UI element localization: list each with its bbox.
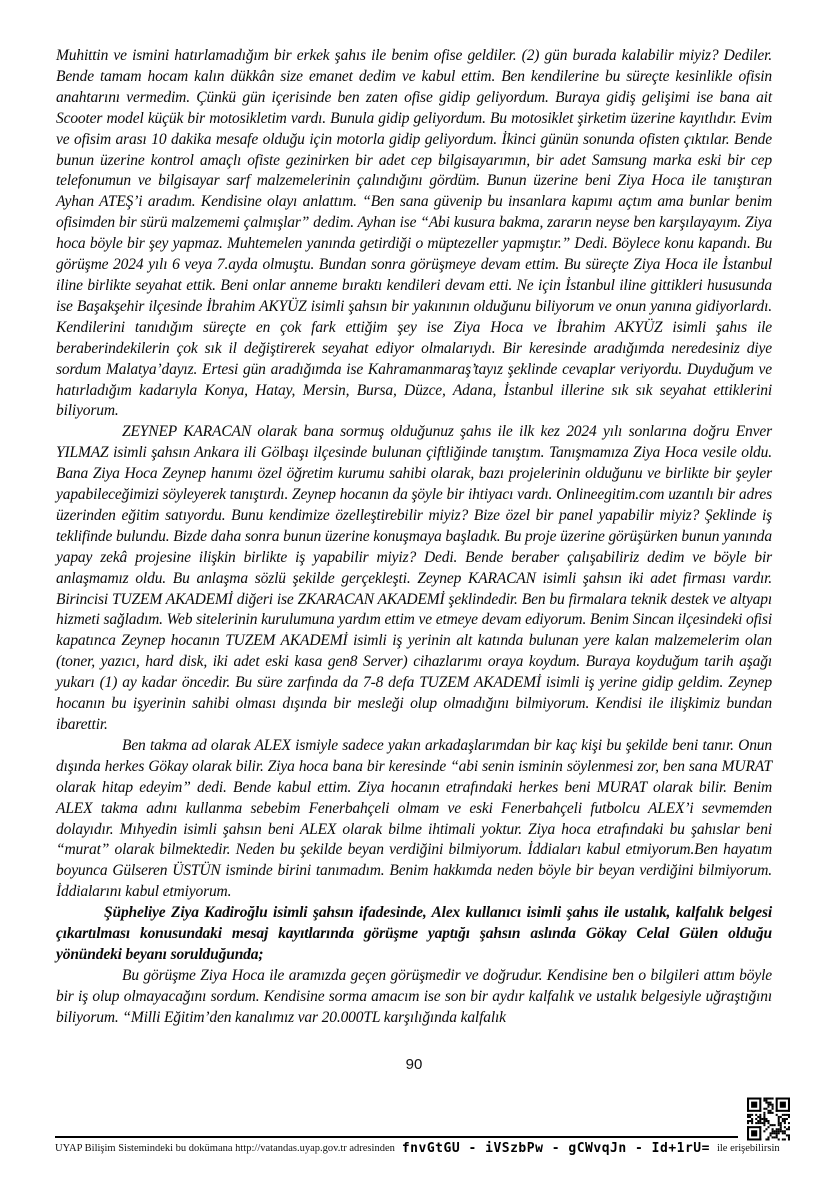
footer-divider	[55, 1136, 738, 1138]
statement-paragraph-3: Ben takma ad olarak ALEX ismiyle sadece yakın arkadaşlarımdan bir kaç kişi bu şekilde beni tanır. Onun dışında herkes Gökay olarak bilir. Ziya hoca bana bir keresinde “abi senin isminin söylenmesi zor, ben sana MURAT olarak hitap edeyim” dedi. Bende kabul ettim. Ziya hocanın etrafındaki herkes beni MURAT olarak bilir. Benim ALEX takma adını kullanma sebebim Fenerbahçeli olmam ve eski Fenerbahçeli futbolcu ALEX’i sevmemden dolayıdır. Mıhyedin isimli şahsın beni ALEX olarak bilme ihtimali yoktur. Ziya hoca etrafındaki bu şahıslar beni “murat” olarak bilmektedir. Neden bu şekilde beyan verdiğini bilmiyorum. İddiaları kabul etmiyorum.Ben hayatım boyunca Gülseren ÜSTÜN isminde birini tanımadım. Benim hakkımda neden böyle bir beyan verdiğini bilmiyorum. İddialarını kabul etmiyorum.	[56, 736, 772, 901]
statement-text-block	[56, 46, 772, 1029]
statement-question-paragraph: Şüpheliye Ziya Kadiroğlu isimli şahsın ifadesinde, Alex kullanıcı isimli şahıs ile ustalık, kalfalık belgesi çıkartılması konusundaki mesaj kayıtlarında görüşme yaptığı şahsın aslında Gökay Celal Gülen olduğu yönündeki beyanı sorulduğunda;	[56, 904, 772, 963]
footer-access-note-suffix: ile erişebilirsin	[716, 1143, 780, 1154]
statement-paragraph-5: Bu görüşme Ziya Hoca ile aramızda geçen görüşmedir ve doğrudur. Kendisine ben o bilgileri attım böyle bir iş olup olmayacağını sordum. Kendisine sorma amacım ise son bir aydır kalfalık ve ustalık belgesiyle uğraştığını biliyorum. “Milli Eğitim’den kanalımız var 20.000TL karşılığında kalfalık	[56, 966, 772, 1026]
qr-code-icon	[747, 1096, 790, 1142]
statement-paragraph-2: ZEYNEP KARACAN olarak bana sormuş olduğunuz şahıs ile ilk kez 2024 yılı sonlarına doğru Enver YILMAZ isimli şahsın Ankara ili Gölbaşı ilçesinde bulunan çiftliğinde tanıştım. Tanışmamıza Ziya Hoca vesile oldu. Bana Ziya Hoca Zeynep hanımı özel öğretim kurumu sahibi olarak, bazı projelerinin olduğunu ve birlikte bir şeyler yapabileceğimizi söyleyerek tanıştırdı. Zeynep hocanın da şöyle bir ihtiyacı vardı. Onlineegitim.com uzantılı bir adres üzerinden eğitim satıyordu. Bunu kendimize özelleştirebilir miyiz? Bize özel bir panel yapabilir miyiz? Şeklinde iş teklifinde bulundu. Bizde daha sonra bunun üzerine konuşmaya başladık. Bu proje üzerine görüşürken bunun yanında yapay zekâ projesine ilişkin birlikte iş yapabilir miyiz? Dedi. Bende beraber çalışabiliriz dedim ve böyle bir anlaşmamız oldu. Bu anlaşma sözlü şekilde gerçekleşti. Zeynep KARACAN isimli şahsın iki adet firması vardır. Birincisi TUZEM AKADEMİ diğeri ise ZKARACAN AKADEMİ şeklindedir. Ben bu firmalara teknik destek ve altyapı hizmeti sağladım. Web sitelerinin kurulumuna yardım ettim ve etmeye devam ediyorum. Benim Sincan ilçesindeki ofisi kapatınca Zeynep hocanın TUZEM AKADEMİ isimli iş yerinin alt katında bulunan yere kalan malzemelerim olan (toner, yazıcı, hard disk, iki adet eski kasa gen8 Server) cihazlarımı oraya koydum. Buraya koyduğum tarih aşağı yukarı (1) ay kadar öncedir. Bu süre zarfında da 7-8 defa TUZEM AKADEMİ isimli iş yerine gidip geldim. Zeynep hocanın bu işyerinin sahibi olması dışında bir mesleği olup olmadığını bilmiyorum. Kendisi ile ilişkimiz bundan ibarettir.	[56, 423, 772, 733]
footer-access-note-prefix: UYAP Bilişim Sistemindeki bu dokümana http://vatandas.uyap.gov.tr adresinden	[55, 1143, 395, 1154]
page-number: 90	[405, 1056, 423, 1073]
statement-paragraph-1: Muhittin ve ismini hatırlamadığım bir erkek şahıs ile benim ofise geldiler. (2) gün burada kalabilir miyiz? Dediler. Bende tamam hocam kalın dükkân size emanet dedim ve kabul ettim. Ben kendilerine bu süreçte kesinlikle ofisin anahtarını vermedim. Çünkü gün içerisinde ben zaten ofise gidip geliyordum. Buraya gidiş gelişimi ise bana ait Scooter model küçük bir motosikletim vardı. Bunula gidip geliyordum. Bu motosiklet şirketim üzerine kayıtlıdır. Evim ve ofisim arası 10 dakika mesafe olduğu için motorla gidip geliyordum. İkinci günün sonunda ofisten çıktılar. Bende bunun üzerine kontrol amaçlı ofiste gezinirken bir adet cep bilgisayarımın, bir adet Samsung marka eski bir cep telefonumun ve bilgisayar sarf malzemelerinin çalındığını gördüm. Bunun üzerine beni Ziya Hoca ile tanıştıran Ayhan ATEŞ’i aradım. Kendisine olayı anlattım. “Ben sana güvenip bu insanlara kapımı açtım ama bunlar benim ofisimden bir sürü malzememi çalmışlar” dedim. Ayhan ise “Abi kusura bakma, zararın neyse ben karşılayayım. Ziya hoca böyle bir şey yapmaz. Muhtemelen yanında getirdiği o müptezeller yapmıştır.” Dedi. Böylece konu kapandı. Bu görüşme 2024 yılı 6 veya 7.ayda olmuştu. Bundan sonra görüşmeye devam ettim. Bu süreçte Ziya Hoca ile İstanbul iline birlikte seyahat ettik. Beni onlar anneme bıraktı kendileri devam etti. Ne için İstanbul iline gittikleri hususunda ise Başakşehir ilçesinde İbrahim AKYÜZ isimli şahsın bir yakınının olduğunu biliyorum ve onun yanına gidiyorlardı. Kendilerini tanıdığım süreçte en çok fark ettiğim şey ise Ziya Hoca ve İbrahim AKYÜZ isimli şahıs ile beraberindekilerin çok sık il değiştirerek seyahat ediyor olmalarıydı. Bir keresinde aradığımda neredesiniz diye sordum Malatya’dayız. Ertesi gün aradığımda ise Kahramanmaraş’tayız şeklinde cevaplar veriyordu. Duyduğum ve hatırladığım kadarıyla Konya, Hatay, Mersin, Bursa, Düzce, Adana, İstanbul illerine sık sık seyahat ettiklerini biliyorum.	[56, 47, 772, 420]
footer-access-code: fnvGtGU - iVSzbPw - gCWvqJn - Id+1rU=	[401, 1141, 710, 1156]
uyap-footer	[55, 1141, 780, 1156]
